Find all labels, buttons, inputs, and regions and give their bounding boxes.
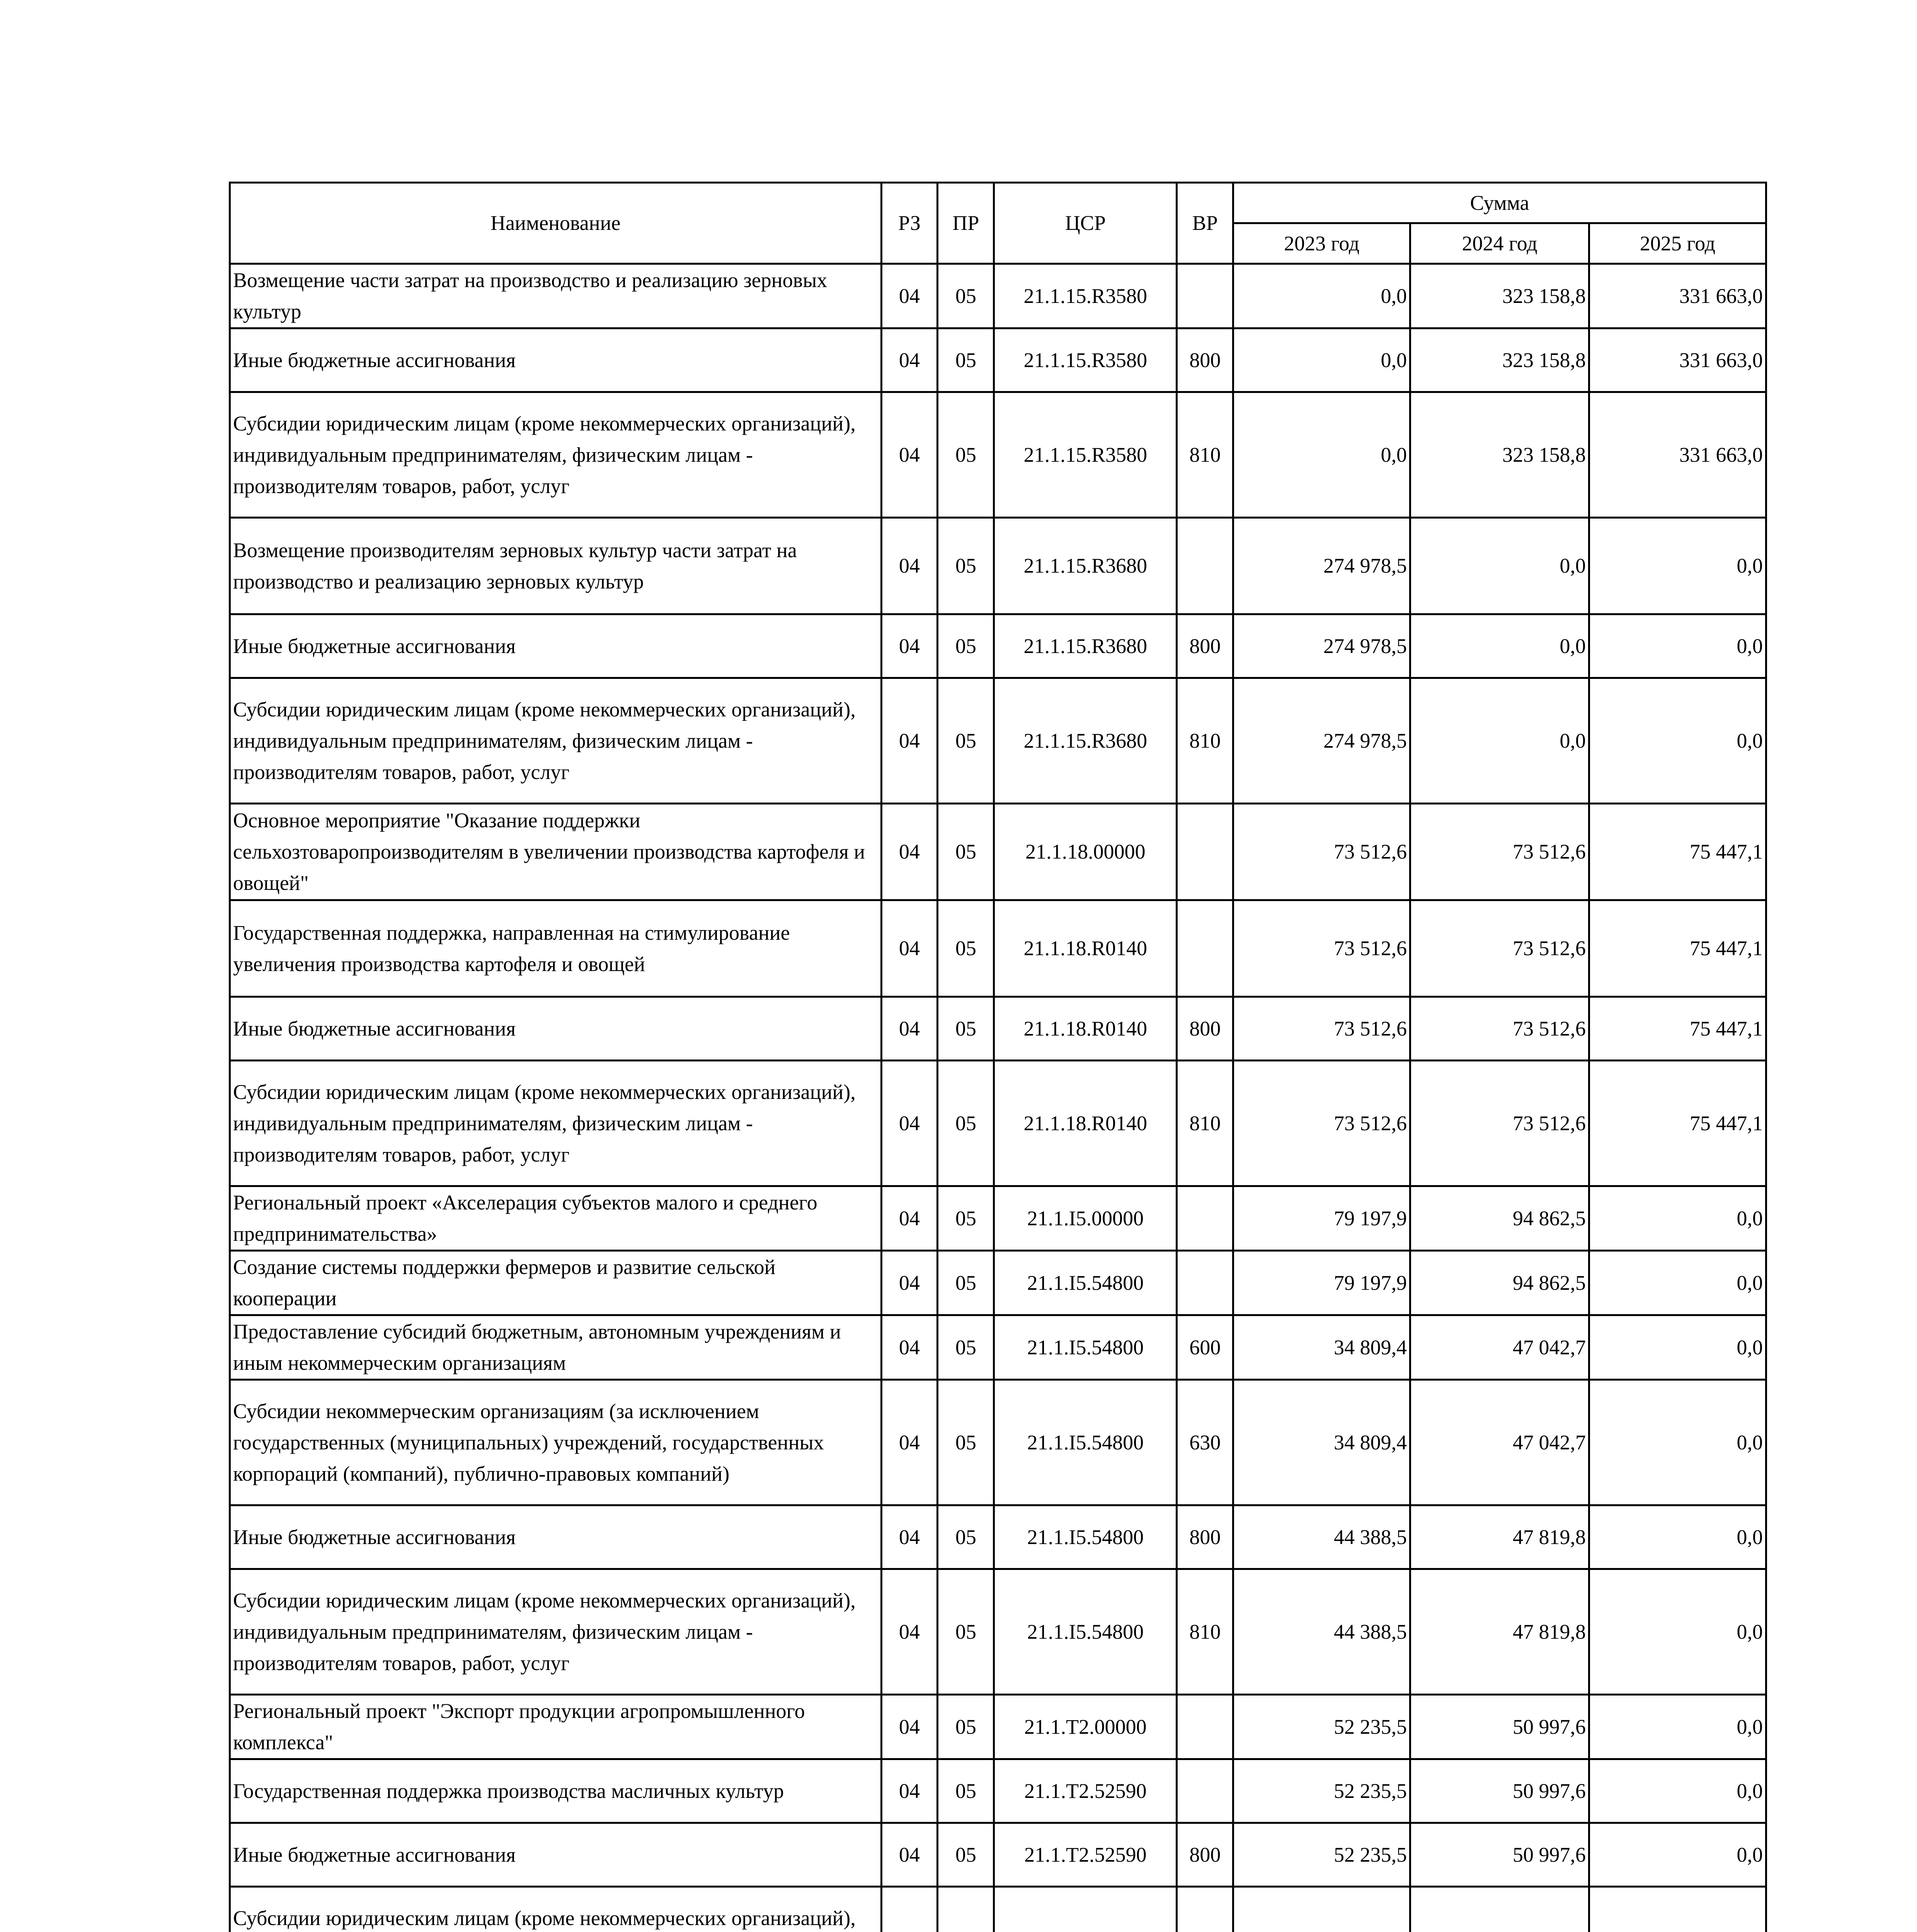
cell-name: Государственная поддержка, направленная на стимулирование увеличения производства картофеля и овощей [230, 900, 882, 997]
cell-vr: 800 [1177, 614, 1233, 678]
cell-2023: 52 235,5 [1233, 1823, 1410, 1887]
cell-2023: 274 978,5 [1233, 678, 1410, 804]
cell-pr: 05 [938, 1315, 994, 1380]
cell-vr: 630 [1177, 1380, 1233, 1505]
cell-pr [938, 1887, 994, 1932]
cell-name: Субсидии юридическим лицам (кроме некоммерческих организаций), индивидуальным предпринимателям, физическим лицам - производителям товаров, работ, услуг [230, 1569, 882, 1695]
header-csr: ЦСР [994, 183, 1177, 264]
cell-2025: 0,0 [1589, 678, 1766, 804]
cell-csr: 21.1.18.R0140 [994, 1061, 1177, 1186]
cell-2025: 331 663,0 [1589, 392, 1766, 518]
cell-rz: 04 [881, 1569, 938, 1695]
cell-2024 [1410, 1887, 1589, 1932]
cell-pr: 05 [938, 1823, 994, 1887]
cell-2024: 0,0 [1410, 678, 1589, 804]
cell-2023: 34 809,4 [1233, 1380, 1410, 1505]
cell-2025: 75 447,1 [1589, 900, 1766, 997]
cell-2025: 0,0 [1589, 1315, 1766, 1380]
cell-2023: 34 809,4 [1233, 1315, 1410, 1380]
cell-csr: 21.1.T2.00000 [994, 1695, 1177, 1759]
cell-vr [1177, 1759, 1233, 1823]
cell-name: Возмещение производителям зерновых культур части затрат на производство и реализацию зерновых культур [230, 518, 882, 614]
cell-pr: 05 [938, 997, 994, 1061]
table-body [230, 264, 1766, 1932]
cell-2023: 44 388,5 [1233, 1505, 1410, 1569]
cell-2024: 323 158,8 [1410, 264, 1589, 328]
table-row [230, 1380, 1766, 1505]
cell-vr: 800 [1177, 1505, 1233, 1569]
cell-csr [994, 1887, 1177, 1932]
cell-2025: 0,0 [1589, 1186, 1766, 1251]
header-name: Наименование [230, 183, 882, 264]
cell-2024: 47 042,7 [1410, 1315, 1589, 1380]
cell-csr: 21.1.I5.54800 [994, 1251, 1177, 1315]
cell-pr: 05 [938, 328, 994, 392]
table-row [230, 518, 1766, 614]
cell-vr [1177, 1251, 1233, 1315]
cell-csr: 21.1.I5.54800 [994, 1315, 1177, 1380]
header-year-2023: 2023 год [1233, 223, 1410, 264]
cell-vr [1177, 804, 1233, 900]
table-row [230, 614, 1766, 678]
cell-2023: 52 235,5 [1233, 1759, 1410, 1823]
table-row [230, 1505, 1766, 1569]
cell-csr: 21.1.I5.54800 [994, 1505, 1177, 1569]
cell-vr: 810 [1177, 392, 1233, 518]
cell-2024: 50 997,6 [1410, 1695, 1589, 1759]
cell-2025: 0,0 [1589, 1759, 1766, 1823]
cell-name: Субсидии некоммерческим организациям (за исключением государственных (муниципальных) учреждений, государственных корпораций (компаний), публично-правовых компаний) [230, 1380, 882, 1505]
cell-2025: 75 447,1 [1589, 997, 1766, 1061]
cell-2025 [1589, 1887, 1766, 1932]
cell-rz: 04 [881, 328, 938, 392]
cell-2023: 52 235,5 [1233, 1695, 1410, 1759]
cell-vr: 810 [1177, 1569, 1233, 1695]
cell-2023: 73 512,6 [1233, 1061, 1410, 1186]
cell-2023: 73 512,6 [1233, 900, 1410, 997]
cell-csr: 21.1.15.R3580 [994, 264, 1177, 328]
cell-name: Иные бюджетные ассигнования [230, 614, 882, 678]
cell-rz: 04 [881, 392, 938, 518]
cell-pr: 05 [938, 1380, 994, 1505]
cell-csr: 21.1.T2.52590 [994, 1823, 1177, 1887]
cell-2023: 73 512,6 [1233, 804, 1410, 900]
cell-vr: 800 [1177, 997, 1233, 1061]
cell-name: Иные бюджетные ассигнования [230, 1823, 882, 1887]
cell-2025: 0,0 [1589, 1380, 1766, 1505]
header-year-2024: 2024 год [1410, 223, 1589, 264]
cell-2024: 47 819,8 [1410, 1505, 1589, 1569]
cell-pr: 05 [938, 678, 994, 804]
cell-2025: 0,0 [1589, 518, 1766, 614]
cell-vr: 800 [1177, 1823, 1233, 1887]
cell-pr: 05 [938, 1569, 994, 1695]
cell-vr [1177, 264, 1233, 328]
cell-2025: 331 663,0 [1589, 264, 1766, 328]
cell-2023: 44 388,5 [1233, 1569, 1410, 1695]
table-header [230, 183, 1766, 264]
budget-table [229, 182, 1767, 1932]
cell-2023: 79 197,9 [1233, 1251, 1410, 1315]
cell-rz: 04 [881, 1505, 938, 1569]
cell-name: Субсидии юридическим лицам (кроме некоммерческих организаций), индивидуальным предпринимателям, физическим лицам - производителям товаров, работ, услуг [230, 678, 882, 804]
cell-csr: 21.1.15.R3580 [994, 328, 1177, 392]
cell-2024: 73 512,6 [1410, 900, 1589, 997]
cell-vr [1177, 518, 1233, 614]
cell-rz: 04 [881, 614, 938, 678]
cell-vr [1177, 1695, 1233, 1759]
cell-pr: 05 [938, 1061, 994, 1186]
cell-2023 [1233, 1887, 1410, 1932]
cell-2024: 323 158,8 [1410, 328, 1589, 392]
cell-2024: 0,0 [1410, 614, 1589, 678]
cell-2023: 274 978,5 [1233, 518, 1410, 614]
cell-2023: 0,0 [1233, 328, 1410, 392]
cell-csr: 21.1.I5.00000 [994, 1186, 1177, 1251]
cell-csr: 21.1.I5.54800 [994, 1569, 1177, 1695]
table-row [230, 1251, 1766, 1315]
cell-pr: 05 [938, 1186, 994, 1251]
cell-csr: 21.1.T2.52590 [994, 1759, 1177, 1823]
cell-2023: 79 197,9 [1233, 1186, 1410, 1251]
cell-csr: 21.1.15.R3680 [994, 614, 1177, 678]
cell-vr [1177, 1887, 1233, 1932]
cell-name: Предоставление субсидий бюджетным, автономным учреждениям и иным некоммерческим организациям [230, 1315, 882, 1380]
cell-vr: 600 [1177, 1315, 1233, 1380]
cell-pr: 05 [938, 264, 994, 328]
cell-2024: 0,0 [1410, 518, 1589, 614]
cell-2024: 94 862,5 [1410, 1186, 1589, 1251]
cell-name: Субсидии юридическим лицам (кроме некоммерческих организаций), [230, 1887, 882, 1932]
table-row [230, 264, 1766, 328]
cell-rz: 04 [881, 264, 938, 328]
cell-csr: 21.1.15.R3580 [994, 392, 1177, 518]
cell-csr: 21.1.15.R3680 [994, 678, 1177, 804]
cell-rz: 04 [881, 1251, 938, 1315]
cell-2023: 274 978,5 [1233, 614, 1410, 678]
cell-2025: 0,0 [1589, 1505, 1766, 1569]
cell-vr [1177, 1186, 1233, 1251]
cell-2024: 73 512,6 [1410, 1061, 1589, 1186]
cell-name: Региональный проект «Акселерация субъектов малого и среднего предпринимательства» [230, 1186, 882, 1251]
cell-csr: 21.1.I5.54800 [994, 1380, 1177, 1505]
cell-2023: 73 512,6 [1233, 997, 1410, 1061]
table-row [230, 1695, 1766, 1759]
cell-2025: 0,0 [1589, 1251, 1766, 1315]
cell-name: Региональный проект "Экспорт продукции агропромышленного комплекса" [230, 1695, 882, 1759]
table-row [230, 392, 1766, 518]
cell-name: Создание системы поддержки фермеров и развитие сельской кооперации [230, 1251, 882, 1315]
table-row [230, 1823, 1766, 1887]
table-row [230, 1569, 1766, 1695]
cell-2025: 75 447,1 [1589, 1061, 1766, 1186]
cell-pr: 05 [938, 518, 994, 614]
table-row [230, 1315, 1766, 1380]
cell-2024: 73 512,6 [1410, 804, 1589, 900]
cell-2025: 0,0 [1589, 1569, 1766, 1695]
cell-name: Субсидии юридическим лицам (кроме некоммерческих организаций), индивидуальным предпринимателям, физическим лицам - производителям товаров, работ, услуг [230, 1061, 882, 1186]
cell-pr: 05 [938, 1505, 994, 1569]
cell-rz: 04 [881, 1695, 938, 1759]
cell-rz: 04 [881, 1186, 938, 1251]
cell-vr: 810 [1177, 678, 1233, 804]
cell-rz: 04 [881, 1315, 938, 1380]
cell-vr: 810 [1177, 1061, 1233, 1186]
header-sum: Сумма [1233, 183, 1766, 223]
cell-2024: 50 997,6 [1410, 1823, 1589, 1887]
cell-pr: 05 [938, 1251, 994, 1315]
cell-rz: 04 [881, 518, 938, 614]
header-rz: РЗ [881, 183, 938, 264]
cell-csr: 21.1.18.R0140 [994, 997, 1177, 1061]
cell-name: Иные бюджетные ассигнования [230, 328, 882, 392]
cell-csr: 21.1.18.00000 [994, 804, 1177, 900]
cell-pr: 05 [938, 614, 994, 678]
cell-csr: 21.1.15.R3680 [994, 518, 1177, 614]
cell-2024: 47 819,8 [1410, 1569, 1589, 1695]
table-row [230, 1887, 1766, 1932]
cell-rz [881, 1887, 938, 1932]
cell-name: Субсидии юридическим лицам (кроме некоммерческих организаций), индивидуальным предпринимателям, физическим лицам - производителям товаров, работ, услуг [230, 392, 882, 518]
cell-2024: 50 997,6 [1410, 1759, 1589, 1823]
cell-pr: 05 [938, 1695, 994, 1759]
cell-2024: 47 042,7 [1410, 1380, 1589, 1505]
cell-vr: 800 [1177, 328, 1233, 392]
cell-pr: 05 [938, 900, 994, 997]
cell-2024: 323 158,8 [1410, 392, 1589, 518]
cell-name: Государственная поддержка производства масличных культур [230, 1759, 882, 1823]
cell-name: Возмещение части затрат на производство и реализацию зерновых культур [230, 264, 882, 328]
cell-2025: 0,0 [1589, 1823, 1766, 1887]
cell-pr: 05 [938, 1759, 994, 1823]
table-row [230, 804, 1766, 900]
cell-rz: 04 [881, 678, 938, 804]
cell-2024: 73 512,6 [1410, 997, 1589, 1061]
cell-2025: 75 447,1 [1589, 804, 1766, 900]
cell-rz: 04 [881, 900, 938, 997]
cell-rz: 04 [881, 804, 938, 900]
cell-2023: 0,0 [1233, 392, 1410, 518]
header-row-top [230, 183, 1766, 223]
cell-name: Основное мероприятие "Оказание поддержки сельхозтоваропроизводителям в увеличении производства картофеля и овощей" [230, 804, 882, 900]
table-row [230, 997, 1766, 1061]
header-vr: ВР [1177, 183, 1233, 264]
table-row [230, 900, 1766, 997]
cell-rz: 04 [881, 1759, 938, 1823]
cell-2023: 0,0 [1233, 264, 1410, 328]
table-row [230, 1061, 1766, 1186]
table-row [230, 1759, 1766, 1823]
cell-pr: 05 [938, 392, 994, 518]
header-pr: ПР [938, 183, 994, 264]
cell-rz: 04 [881, 1823, 938, 1887]
header-year-2025: 2025 год [1589, 223, 1766, 264]
cell-vr [1177, 900, 1233, 997]
cell-rz: 04 [881, 1380, 938, 1505]
cell-pr: 05 [938, 804, 994, 900]
cell-2025: 0,0 [1589, 1695, 1766, 1759]
cell-rz: 04 [881, 997, 938, 1061]
cell-rz: 04 [881, 1061, 938, 1186]
cell-2025: 331 663,0 [1589, 328, 1766, 392]
table-row [230, 678, 1766, 804]
cell-2024: 94 862,5 [1410, 1251, 1589, 1315]
cell-name: Иные бюджетные ассигнования [230, 1505, 882, 1569]
cell-name: Иные бюджетные ассигнования [230, 997, 882, 1061]
cell-2025: 0,0 [1589, 614, 1766, 678]
cell-csr: 21.1.18.R0140 [994, 900, 1177, 997]
table-row [230, 1186, 1766, 1251]
table-row [230, 328, 1766, 392]
